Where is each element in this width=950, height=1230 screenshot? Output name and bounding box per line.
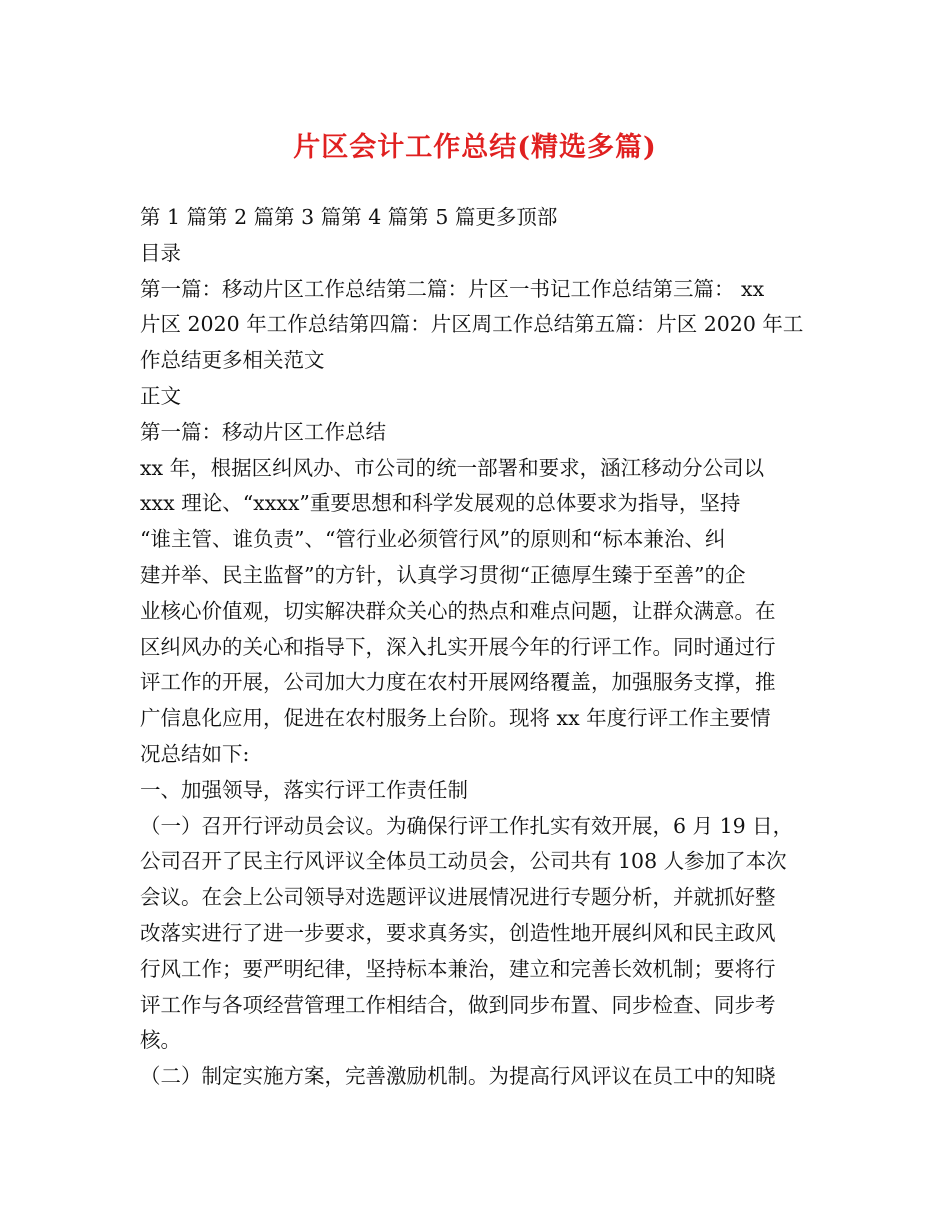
body-line: 行风工作；要严明纪律，坚持标本兼治，建立和完善长效机制；要将行 bbox=[140, 956, 776, 981]
body-line: 区纠风办的关心和指导下，深入扎实开展今年的行评工作。同时通过行 bbox=[140, 634, 776, 659]
body-line: 核。 bbox=[140, 1028, 181, 1053]
body-line: 况总结如下: bbox=[140, 741, 250, 766]
body-line: 评工作与各项经营管理工作相结合，做到同步布置、同步检查、同步考 bbox=[140, 992, 776, 1017]
body-line: 第 1 篇第 2 篇第 3 篇第 4 篇第 5 篇更多顶部 bbox=[140, 205, 558, 229]
body-line: “谁主管、谁负责”、“管行业必须管行风”的原则和“标本兼治、纠 bbox=[140, 527, 726, 552]
body-line: 公司召开了民主行风评议全体员工动员会，公司共有 108 人参加了本次 bbox=[140, 849, 787, 874]
body-line: 正文 bbox=[140, 383, 181, 408]
body-line: xx 年，根据区纠风办、市公司的统一部署和要求，涵江移动分公司以 bbox=[140, 455, 765, 480]
body-line: 第一篇：移动片区工作总结 bbox=[140, 419, 386, 444]
document-body bbox=[140, 200, 820, 1095]
body-line: 作总结更多相关范文 bbox=[140, 348, 325, 373]
body-line: 广信息化应用，促进在农村服务上台阶。现将 xx 年度行评工作主要情 bbox=[140, 706, 771, 731]
body-line: 片区 2020 年工作总结第四篇：片区周工作总结第五篇：片区 2020 年工 bbox=[140, 312, 804, 337]
body-line: 会议。在会上公司领导对选题评议进展情况进行专题分析，并就抓好整 bbox=[140, 885, 776, 910]
body-line: 业核心价值观，切实解决群众关心的热点和难点问题，让群众满意。在 bbox=[140, 598, 776, 623]
body-line: 建并举、民主监督”的方针，认真学习贯彻“正德厚生臻于至善”的企 bbox=[140, 562, 746, 587]
body-line: xxx 理论、“xxxx”重要思想和科学发展观的总体要求为指导，坚持 bbox=[140, 491, 741, 516]
body-line: （二）制定实施方案，完善激励机制。为提高行风评议在员工中的知晓 bbox=[140, 1064, 776, 1089]
body-line: （一）召开行评动员会议。为确保行评工作扎实有效开展，6 月 19 日， bbox=[140, 813, 794, 838]
document-title: 片区会计工作总结(精选多篇) bbox=[293, 132, 657, 163]
body-line: 一、加强领导，落实行评工作责任制 bbox=[140, 777, 468, 802]
body-line: 第一篇：移动片区工作总结第二篇：片区一书记工作总结第三篇： xx bbox=[140, 276, 765, 301]
body-line: 改落实进行了进一步要求，要求真务实，创造性地开展纠风和民主政风 bbox=[140, 920, 776, 945]
body-line: 目录 bbox=[140, 240, 181, 265]
body-line: 评工作的开展，公司加大力度在农村开展网络覆盖，加强服务支撑，推 bbox=[140, 670, 776, 695]
